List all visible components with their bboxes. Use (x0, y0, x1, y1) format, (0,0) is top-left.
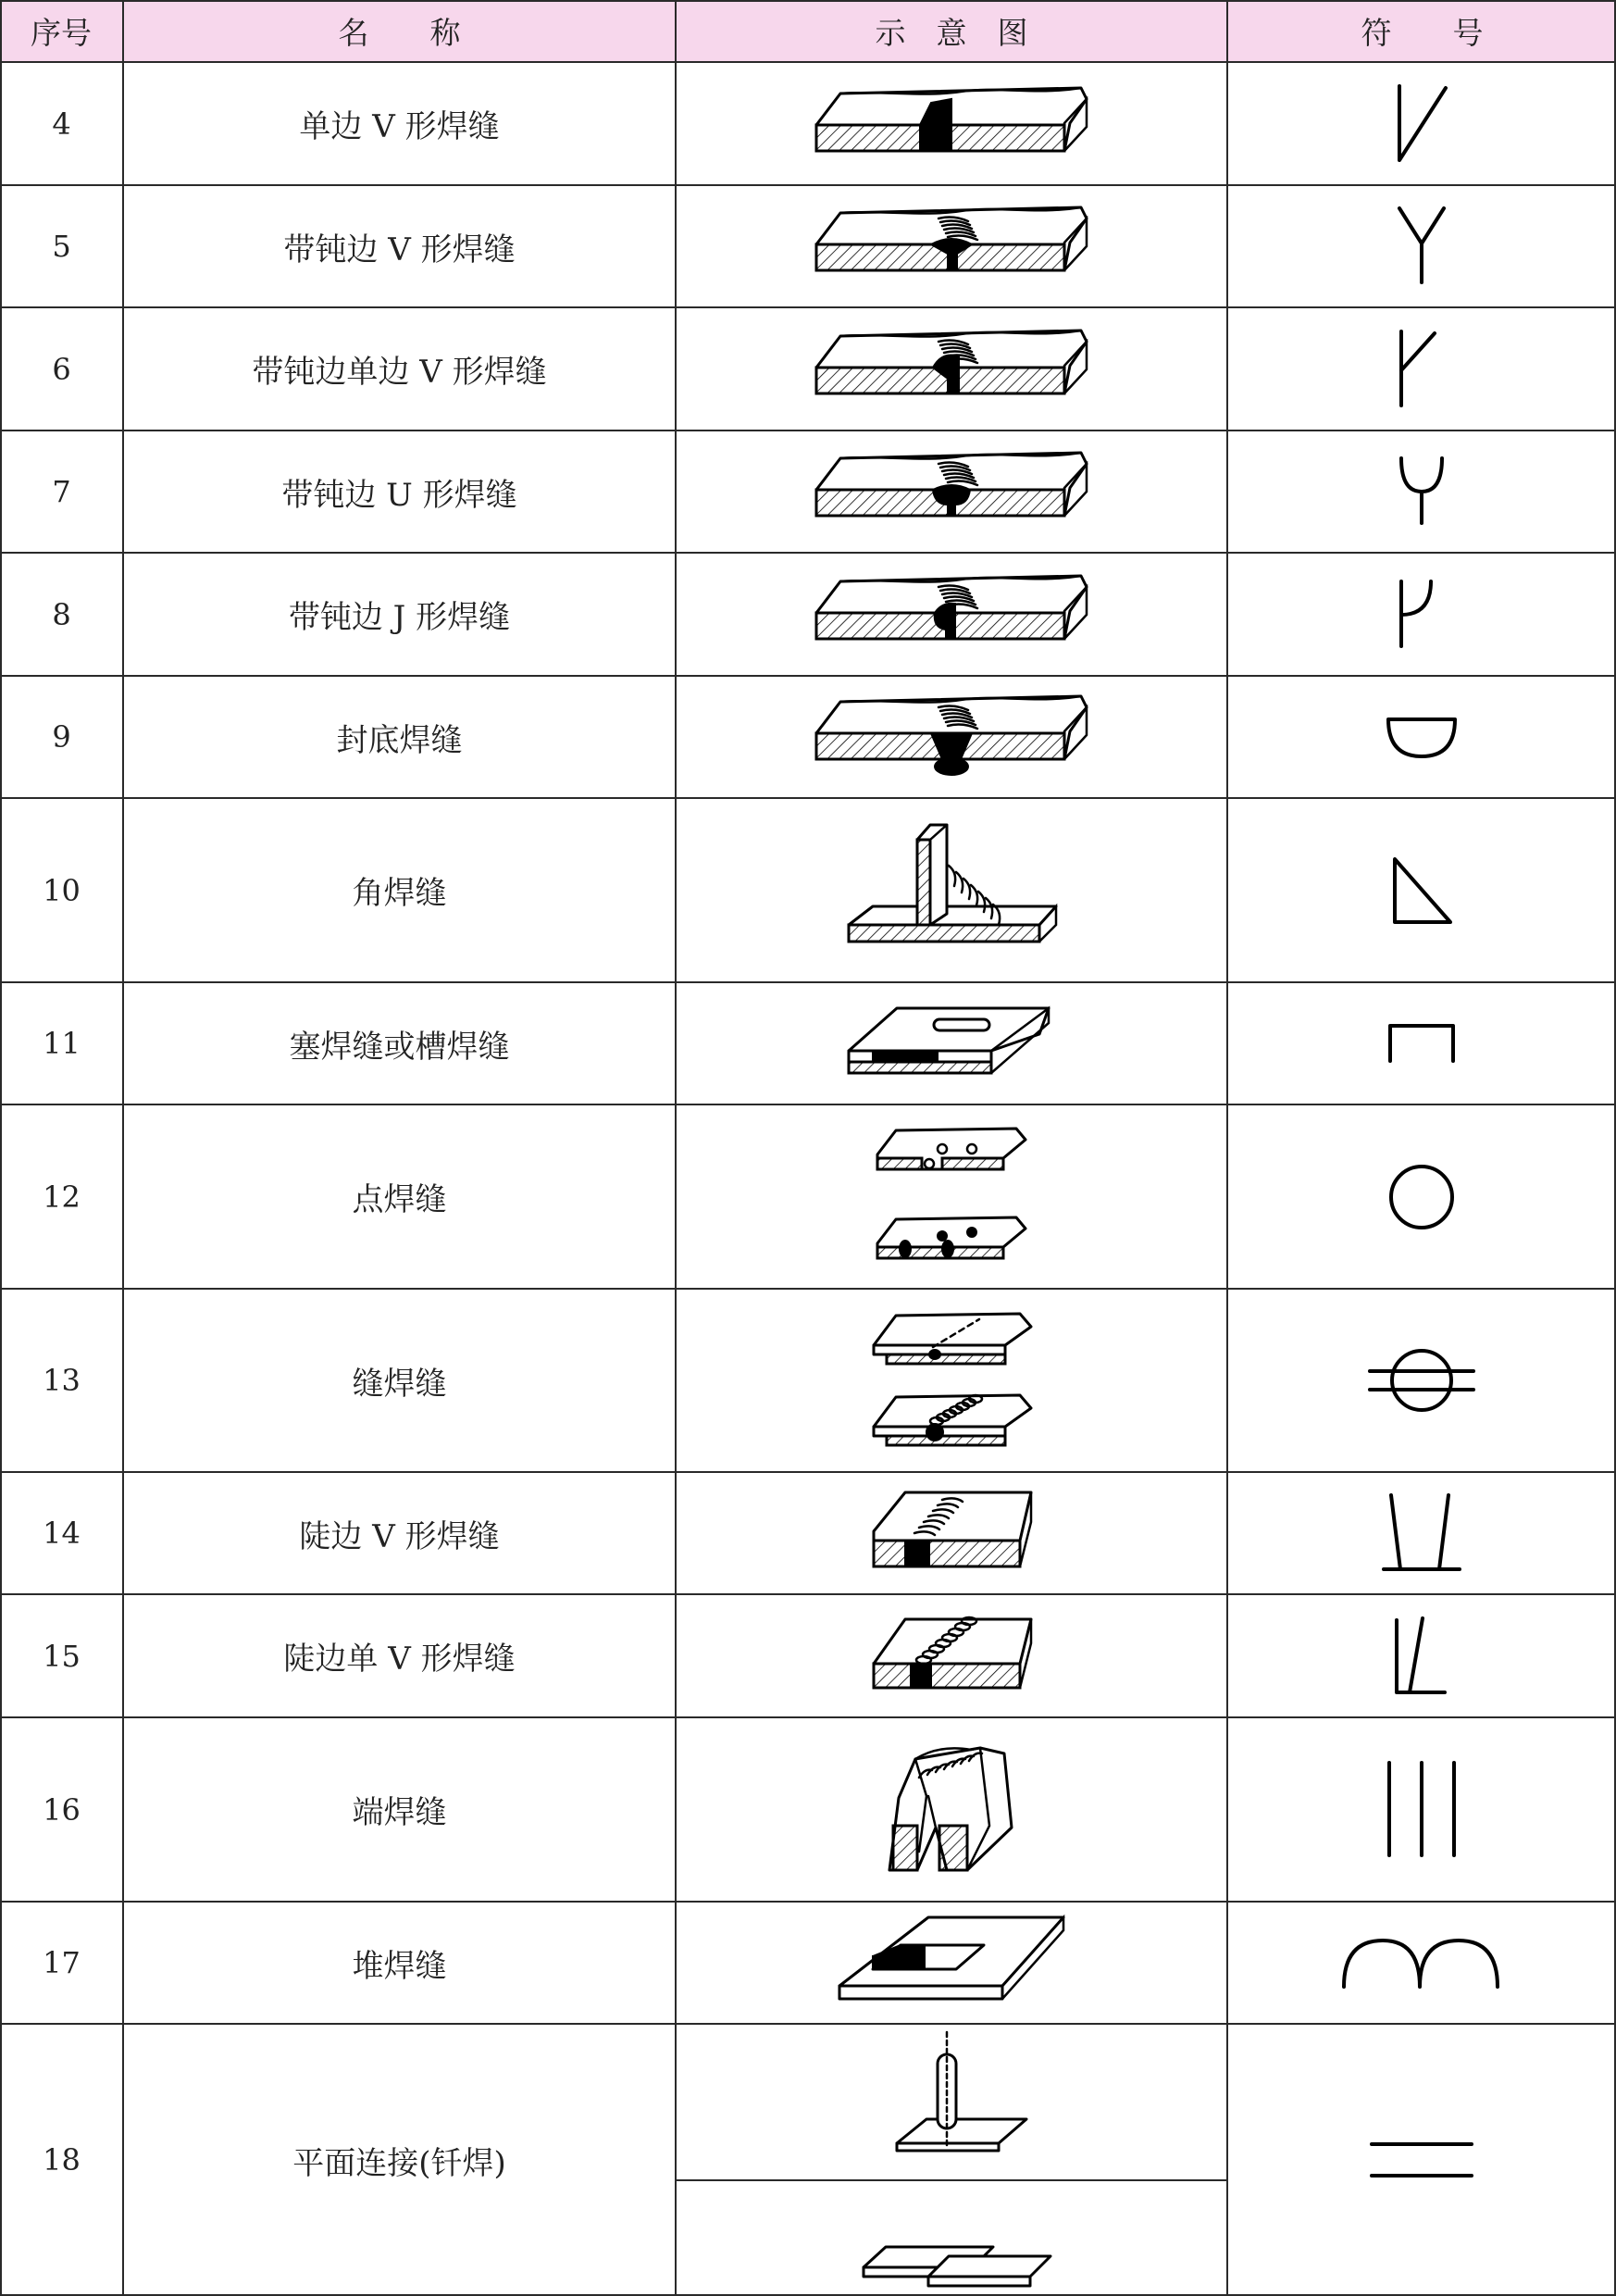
steep-v-symbol-icon (1380, 1491, 1463, 1575)
row-number: 7 (52, 474, 71, 509)
double-line-symbol-icon (1366, 2137, 1477, 2183)
triple-line-symbol-icon (1380, 1759, 1463, 1861)
weld-name: 端焊缝 (352, 1794, 447, 1831)
weld-name: 陡边单 V 形焊缝 (283, 1641, 516, 1678)
weld-name: 缝焊缝 (352, 1365, 447, 1403)
v-weld-with-root-face-sketch-icon (813, 202, 1090, 291)
row-number: 8 (52, 596, 71, 632)
backing-weld-sketch-icon (813, 691, 1090, 783)
weld-name: 点焊缝 (352, 1181, 447, 1218)
weld-name: 平面连接(钎焊) (292, 2144, 506, 2182)
circle-symbol-icon (1385, 1160, 1459, 1234)
surface-brazed-joint-sketch-icon (845, 2030, 1058, 2290)
single-bevel-with-root-symbol-icon (1394, 328, 1449, 411)
surfacing-weld-sketch-icon (836, 1912, 1067, 2014)
j-with-root-symbol-icon (1394, 578, 1449, 652)
row-number: 15 (43, 1638, 81, 1674)
steep-bevel-symbol-icon (1389, 1615, 1454, 1698)
row-number: 16 (43, 1791, 81, 1828)
steep-v-symbol-icon (1380, 1491, 1463, 1575)
surfacing-weld-sketch-icon (836, 1912, 1067, 2014)
fillet-weld-sketch-icon (845, 821, 1058, 960)
steep-bevel-weld-sketch-icon (868, 1610, 1035, 1703)
single-bevel-symbol-icon (1394, 82, 1449, 166)
u-with-root-symbol-icon (1394, 455, 1449, 529)
bevel-weld-with-root-face-sketch-icon (813, 325, 1090, 414)
row-number: 11 (43, 1026, 81, 1061)
header-diagram: 示 意 图 (875, 15, 1028, 51)
weld-name: 带钝边单边 V 形焊缝 (252, 354, 547, 391)
edge-weld-sketch-icon (882, 1741, 1021, 1879)
weld-name: 封底焊缝 (336, 721, 463, 759)
grid-line (1226, 0, 1228, 2296)
row-number: 17 (43, 1945, 81, 1980)
j-weld-with-root-face-sketch-icon (813, 570, 1090, 659)
seam-weld-sketch-icon (868, 1306, 1035, 1454)
double-line-symbol-icon (1366, 2137, 1477, 2183)
j-weld-with-root-face-sketch-icon (813, 570, 1090, 659)
row-number: 4 (52, 106, 71, 142)
plug-slot-weld-sketch-icon (845, 997, 1058, 1090)
seam-weld-sketch-icon (868, 1306, 1035, 1454)
row-number: 13 (43, 1363, 81, 1398)
steep-bevel-weld-sketch-icon (868, 1610, 1035, 1703)
single-bevel-butt-weld-sketch-icon (813, 82, 1090, 166)
backing-weld-sketch-icon (813, 691, 1090, 783)
steep-v-weld-sketch-icon (868, 1487, 1035, 1579)
row-number: 6 (52, 351, 71, 387)
steep-v-weld-sketch-icon (868, 1487, 1035, 1579)
weld-name: 带钝边 U 形焊缝 (281, 476, 517, 514)
edge-weld-sketch-icon (882, 1741, 1021, 1879)
fillet-weld-sketch-icon (845, 821, 1058, 960)
triangle-symbol-icon (1389, 854, 1454, 928)
spot-weld-sketch-icon (868, 1123, 1035, 1271)
weld-name: 塞焊缝或槽焊缝 (289, 1028, 510, 1066)
double-arc-symbol-icon (1338, 1935, 1505, 1990)
single-bevel-symbol-icon (1394, 82, 1449, 166)
spot-weld-sketch-icon (868, 1123, 1035, 1271)
u-weld-with-root-face-sketch-icon (813, 447, 1090, 536)
weld-name: 角焊缝 (352, 875, 447, 912)
weld-name: 陡边 V 形焊缝 (299, 1517, 500, 1555)
header-name: 名 称 (338, 15, 461, 51)
grid-line (0, 0, 1616, 2)
row-number: 14 (43, 1516, 81, 1551)
plug-slot-weld-sketch-icon (845, 997, 1058, 1090)
row-number: 5 (52, 229, 71, 264)
triple-line-symbol-icon (1380, 1759, 1463, 1861)
weld-name: 单边 V 形焊缝 (299, 108, 500, 145)
double-arc-symbol-icon (1338, 1935, 1505, 1990)
circle-double-line-symbol-icon (1366, 1343, 1477, 1417)
circle-double-line-symbol-icon (1366, 1343, 1477, 1417)
u-with-root-symbol-icon (1394, 455, 1449, 529)
row-number: 10 (43, 872, 81, 908)
triangle-symbol-icon (1389, 854, 1454, 928)
single-bevel-with-root-symbol-icon (1394, 328, 1449, 411)
j-with-root-symbol-icon (1394, 578, 1449, 652)
open-rectangle-symbol-icon (1385, 1020, 1459, 1067)
semicircle-symbol-icon (1385, 714, 1459, 760)
bevel-weld-with-root-face-sketch-icon (813, 325, 1090, 414)
surface-brazed-joint-sketch-icon (845, 2030, 1058, 2290)
open-rectangle-symbol-icon (1385, 1020, 1459, 1067)
y-symbol-icon (1394, 205, 1449, 288)
steep-bevel-symbol-icon (1389, 1615, 1454, 1698)
circle-symbol-icon (1385, 1160, 1459, 1234)
single-bevel-butt-weld-sketch-icon (813, 82, 1090, 166)
header-symbol: 符 号 (1361, 15, 1484, 51)
weld-name: 堆焊缝 (352, 1947, 447, 1985)
u-weld-with-root-face-sketch-icon (813, 447, 1090, 536)
header-no: 序号 (31, 15, 92, 51)
row-number: 18 (43, 2142, 81, 2177)
row-number: 12 (43, 1179, 81, 1215)
weld-name: 带钝边 V 形焊缝 (283, 231, 516, 268)
semicircle-symbol-icon (1385, 714, 1459, 760)
y-symbol-icon (1394, 205, 1449, 288)
row-number: 9 (52, 719, 71, 755)
weld-name: 带钝边 J 形焊缝 (288, 599, 511, 636)
v-weld-with-root-face-sketch-icon (813, 202, 1090, 291)
